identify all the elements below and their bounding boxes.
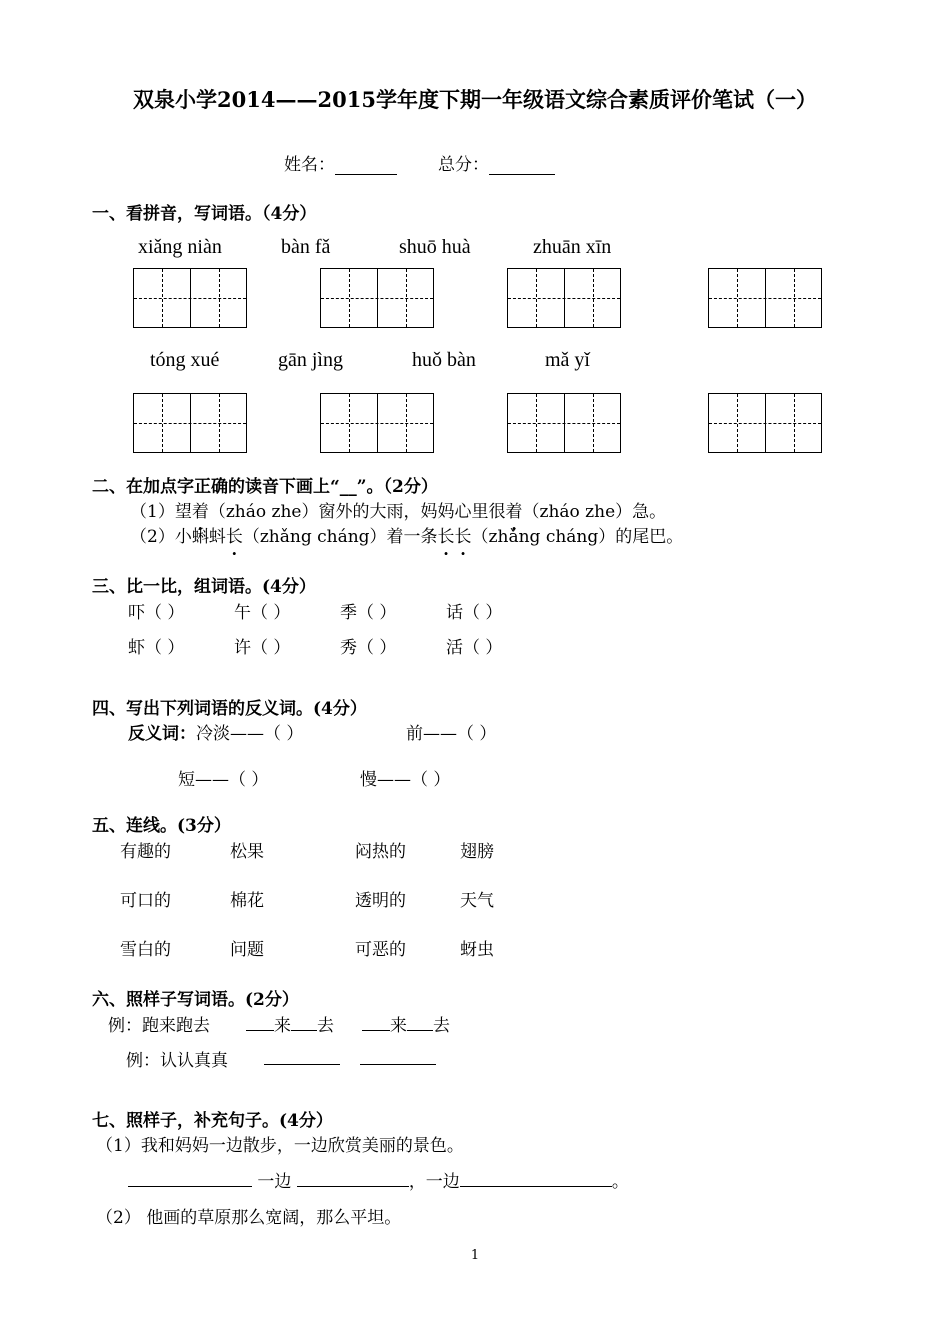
antonym-item: 短——（ ）	[178, 770, 269, 790]
section-7-heading: 七、照样子，补充句子。(4分）	[92, 1111, 333, 1131]
answer-blank[interactable]	[460, 1172, 612, 1187]
question-2-1: （1）望着（zháo zhe）窗外的大雨，妈妈心里很着（zháo zhe）急。	[130, 502, 667, 522]
pinyin-7: huǒ bàn	[412, 349, 476, 371]
sentence-fill: 一边 ，一边 。	[128, 1167, 629, 1192]
section-2-heading: 二、在加点字正确的读音下画上“__”。（2分）	[92, 477, 438, 497]
match-word: 棉花	[230, 891, 264, 911]
example-1: 例：跑来跑去	[108, 1016, 210, 1036]
match-word: 翅膀	[460, 842, 494, 862]
answer-blank[interactable]	[264, 1050, 340, 1065]
pinyin-3: shuō huà	[399, 236, 471, 258]
pinyin-4: zhuān xīn	[533, 236, 612, 258]
antonym-item: 前——（ ）	[406, 724, 497, 744]
answer-blank[interactable]	[297, 1172, 409, 1187]
match-word: 有趣的	[120, 842, 171, 862]
section-5-heading: 五、连线。(3分）	[92, 816, 231, 836]
dotted-char: 着	[505, 502, 523, 522]
section-3-heading: 三、比一比，组词语。(4分）	[92, 577, 316, 597]
section-4-heading: 四、写出下列词语的反义词。(4分）	[92, 699, 367, 719]
word-pair: 虾（ ）	[128, 638, 185, 658]
section-1-heading: 一、看拼音，写词语。（4分）	[92, 204, 317, 224]
match-word: 问题	[230, 940, 264, 960]
pinyin-2: bàn fǎ	[281, 236, 331, 258]
writing-grid[interactable]	[133, 268, 247, 328]
answer-blank[interactable]	[246, 1016, 274, 1031]
score-label: 总分：	[438, 155, 489, 175]
answer-blank[interactable]	[362, 1016, 390, 1031]
name-blank[interactable]	[335, 156, 397, 175]
match-word: 蚜虫	[460, 940, 494, 960]
answer-blank[interactable]	[360, 1050, 436, 1065]
pinyin-8: mǎ yǐ	[545, 349, 590, 371]
match-word: 可恶的	[355, 940, 406, 960]
pinyin-6: gān jìng	[278, 349, 343, 371]
dotted-char: 长	[225, 527, 243, 547]
answer-blank[interactable]	[128, 1172, 252, 1187]
match-word: 透明的	[355, 891, 406, 911]
match-word: 雪白的	[120, 940, 171, 960]
pinyin-5: tóng xué	[150, 349, 220, 371]
word-pair: 许（ ）	[234, 638, 291, 658]
writing-grid[interactable]	[507, 393, 621, 453]
word-pair: 秀（ ）	[340, 638, 397, 658]
match-word: 天气	[460, 891, 494, 911]
writing-grid[interactable]	[507, 268, 621, 328]
writing-grid[interactable]	[320, 393, 434, 453]
match-word: 可口的	[120, 891, 171, 911]
answer-blank[interactable]	[291, 1016, 317, 1031]
example-2: 例：认认真真	[126, 1051, 228, 1071]
question-2-2: （2）小蝌蚪长（zhǎng cháng）着一条长长（zhǎng cháng）的尾巴。	[130, 527, 684, 547]
word-pair: 午（ ）	[234, 603, 291, 623]
match-word: 闷热的	[355, 842, 406, 862]
antonym-item: 慢——（ ）	[360, 770, 451, 790]
section-6-heading: 六、照样子写词语。(2分）	[92, 990, 299, 1010]
antonym-row-1: 反义词：冷淡——（ ）	[128, 724, 304, 744]
writing-grid[interactable]	[320, 268, 434, 328]
name-label: 姓名：	[284, 155, 335, 175]
dotted-char: 长	[454, 527, 472, 547]
writing-grid[interactable]	[708, 268, 822, 328]
fill-pattern-2: 来 去	[362, 1011, 450, 1036]
dotted-char: 长	[437, 527, 455, 547]
pinyin-1: xiǎng niàn	[138, 236, 222, 258]
dotted-char: 着	[191, 502, 209, 522]
word-pair: 季（ ）	[340, 603, 397, 623]
page-title: 双泉小学2014——2015学年度下期一年级语文综合素质评价笔试（一）	[133, 87, 817, 112]
name-field	[284, 150, 397, 175]
word-pair: 吓（ ）	[128, 603, 185, 623]
fill-pattern-1: 来 去	[246, 1011, 334, 1036]
word-pair: 活（ ）	[446, 638, 503, 658]
writing-grid[interactable]	[133, 393, 247, 453]
writing-grid[interactable]	[708, 393, 822, 453]
word-pair: 话（ ）	[446, 603, 503, 623]
antonym-prefix: 反义词：	[128, 724, 196, 744]
answer-blank[interactable]	[407, 1016, 433, 1031]
sentence-example-1: （1）我和妈妈一边散步，一边欣赏美丽的景色。	[96, 1136, 464, 1156]
score-blank[interactable]	[489, 156, 555, 175]
match-word: 松果	[230, 842, 264, 862]
page-number: 1	[470, 1248, 480, 1263]
sentence-example-2: （2） 他画的草原那么宽阔，那么平坦。	[96, 1208, 402, 1228]
score-field	[438, 150, 555, 175]
